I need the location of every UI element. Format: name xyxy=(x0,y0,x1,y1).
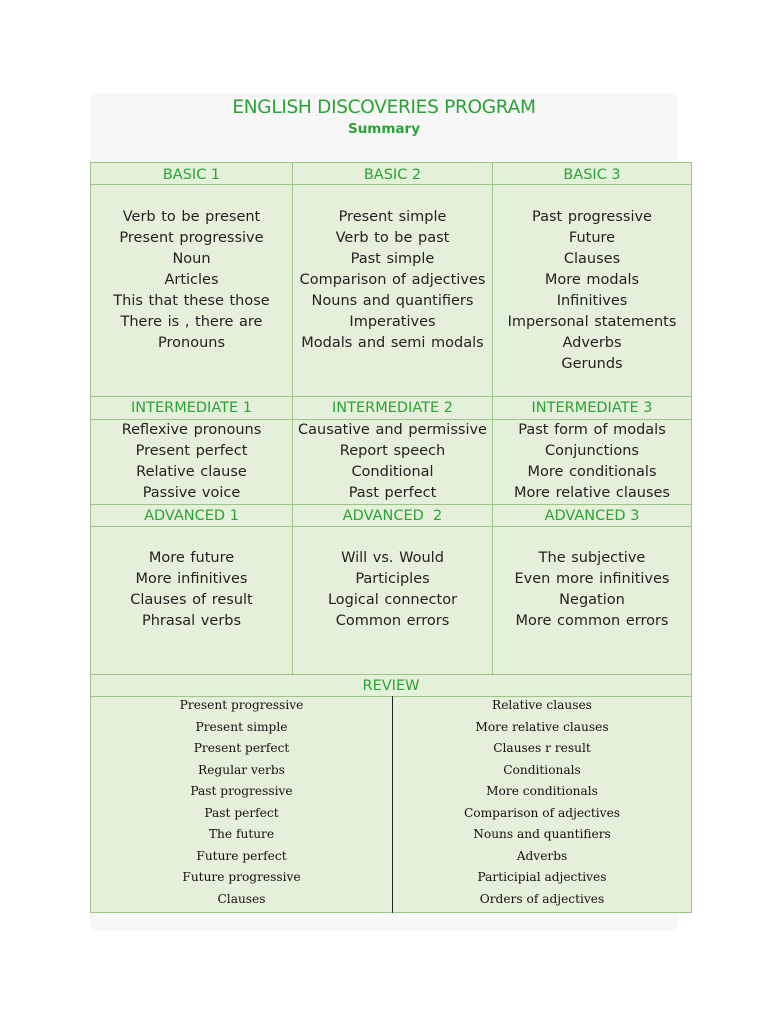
topic-item: Comparison of adjectives xyxy=(299,272,486,288)
topic-item: Relative clause xyxy=(136,464,247,480)
review-item: Past progressive xyxy=(190,784,293,798)
review-item: Present perfect xyxy=(193,741,290,755)
topic-item: Present simple xyxy=(338,209,447,225)
topic-item: More modals xyxy=(544,272,640,288)
topic-list-basic-1 xyxy=(91,207,292,354)
topic-item: Will vs. Would xyxy=(341,550,444,566)
level-header-intermediate-1: INTERMEDIATE 1 xyxy=(131,400,252,416)
review-list-left xyxy=(91,695,392,910)
review-item: More conditionals xyxy=(486,784,598,798)
review-item: More relative clauses xyxy=(475,719,609,734)
review-item: Clauses r result xyxy=(493,741,591,755)
topic-item: Pronouns xyxy=(158,335,225,351)
level-header-basic-3: BASIC 3 xyxy=(563,167,621,183)
review-item: Past perfect xyxy=(204,805,279,820)
level-header-intermediate-3: INTERMEDIATE 3 xyxy=(531,400,653,416)
review-item: Participial adjectives xyxy=(477,870,607,884)
topic-item: Adverbs xyxy=(562,335,622,351)
topic-list-intermediate-1 xyxy=(91,420,292,504)
topic-item: The subjective xyxy=(538,550,646,566)
topic-item: More infinitives xyxy=(135,571,248,587)
review-header: REVIEW xyxy=(362,678,420,694)
topic-item: Report speech xyxy=(339,443,446,459)
topic-item: Passive voice xyxy=(142,485,241,501)
topic-item: Reflexive pronouns xyxy=(121,422,262,438)
topic-item: Gerunds xyxy=(561,356,623,372)
topic-item: Past perfect xyxy=(348,485,437,501)
review-list-right xyxy=(393,695,691,910)
topic-item: Common errors xyxy=(335,613,450,629)
topic-item: More conditionals xyxy=(527,464,657,480)
review-item: Present progressive xyxy=(179,698,304,712)
review-item: Conditionals xyxy=(503,762,581,777)
topic-item: More future xyxy=(148,550,235,566)
topic-item: Participles xyxy=(355,571,430,587)
topic-item: Past simple xyxy=(350,251,435,267)
document-subtitle: Summary xyxy=(347,121,421,137)
topic-item: Present progressive xyxy=(119,230,264,246)
topic-item: Conjunctions xyxy=(545,443,639,459)
topic-list-intermediate-3 xyxy=(493,420,691,504)
review-item: Clauses xyxy=(217,891,266,906)
level-header-basic-2: BASIC 2 xyxy=(363,167,422,183)
topic-list-advanced-1 xyxy=(91,548,292,632)
topic-item: More common errors xyxy=(515,613,669,629)
topic-item: Present perfect xyxy=(135,443,248,459)
level-header-advanced-2: ADVANCED 2 xyxy=(342,508,443,524)
topic-item: Clauses xyxy=(563,251,621,267)
topic-item: Noun xyxy=(172,251,211,267)
topic-item: Conditional xyxy=(351,464,434,480)
review-item: Future progressive xyxy=(182,870,301,884)
topic-item: Causative and permissive xyxy=(298,422,487,438)
grid-line xyxy=(90,526,692,527)
topic-item: Nouns and quantifiers xyxy=(311,293,474,309)
topic-item: Negation xyxy=(559,592,625,608)
topic-list-advanced-3 xyxy=(493,548,691,632)
review-item: Regular verbs xyxy=(198,762,285,777)
topic-item: Imperatives xyxy=(349,314,436,330)
topic-item: Past form of modals xyxy=(518,422,666,438)
document-title: ENGLISH DISCOVERIES PROGRAM xyxy=(232,97,536,118)
topic-list-advanced-2 xyxy=(293,548,492,632)
topic-list-intermediate-2 xyxy=(293,420,492,504)
level-header-advanced-3: ADVANCED 3 xyxy=(544,508,640,524)
review-item: Orders of adjectives xyxy=(479,891,605,906)
topic-item: Even more infinitives xyxy=(514,571,670,587)
grid-line xyxy=(90,504,692,505)
topic-item: Impersonal statements xyxy=(507,314,677,330)
topic-item: Phrasal verbs xyxy=(141,613,242,629)
topic-item: Infinitives xyxy=(556,293,628,309)
topic-item: Future xyxy=(568,230,616,246)
review-item: Future perfect xyxy=(196,848,287,863)
level-header-advanced-1: ADVANCED 1 xyxy=(144,508,239,524)
topic-list-basic-3 xyxy=(493,207,691,375)
topic-item: Verb to be past xyxy=(335,230,450,246)
topic-item: Logical connector xyxy=(327,592,458,608)
topic-list-basic-2 xyxy=(293,207,492,354)
review-item: Present simple xyxy=(195,719,288,734)
topic-item: This that these those xyxy=(113,293,270,309)
level-header-basic-1: BASIC 1 xyxy=(162,167,221,183)
topic-item: Verb to be present xyxy=(122,209,261,225)
topic-item: There is , there are xyxy=(120,314,263,330)
topic-item: Past progressive xyxy=(532,209,652,225)
grid-line xyxy=(90,674,692,675)
level-header-intermediate-2: INTERMEDIATE 2 xyxy=(332,400,453,416)
review-item: Adverbs xyxy=(516,848,568,863)
topic-item: More relative clauses xyxy=(514,485,670,501)
grid-line xyxy=(90,396,692,397)
topic-item: Articles xyxy=(164,272,219,288)
review-item: The future xyxy=(208,827,275,841)
review-item: Relative clauses xyxy=(492,698,592,712)
review-item: Nouns and quantifiers xyxy=(473,827,611,841)
topic-item: Clauses of result xyxy=(130,592,253,608)
review-item: Comparison of adjectives xyxy=(463,805,621,820)
topic-item: Modals and semi modals xyxy=(301,335,484,351)
